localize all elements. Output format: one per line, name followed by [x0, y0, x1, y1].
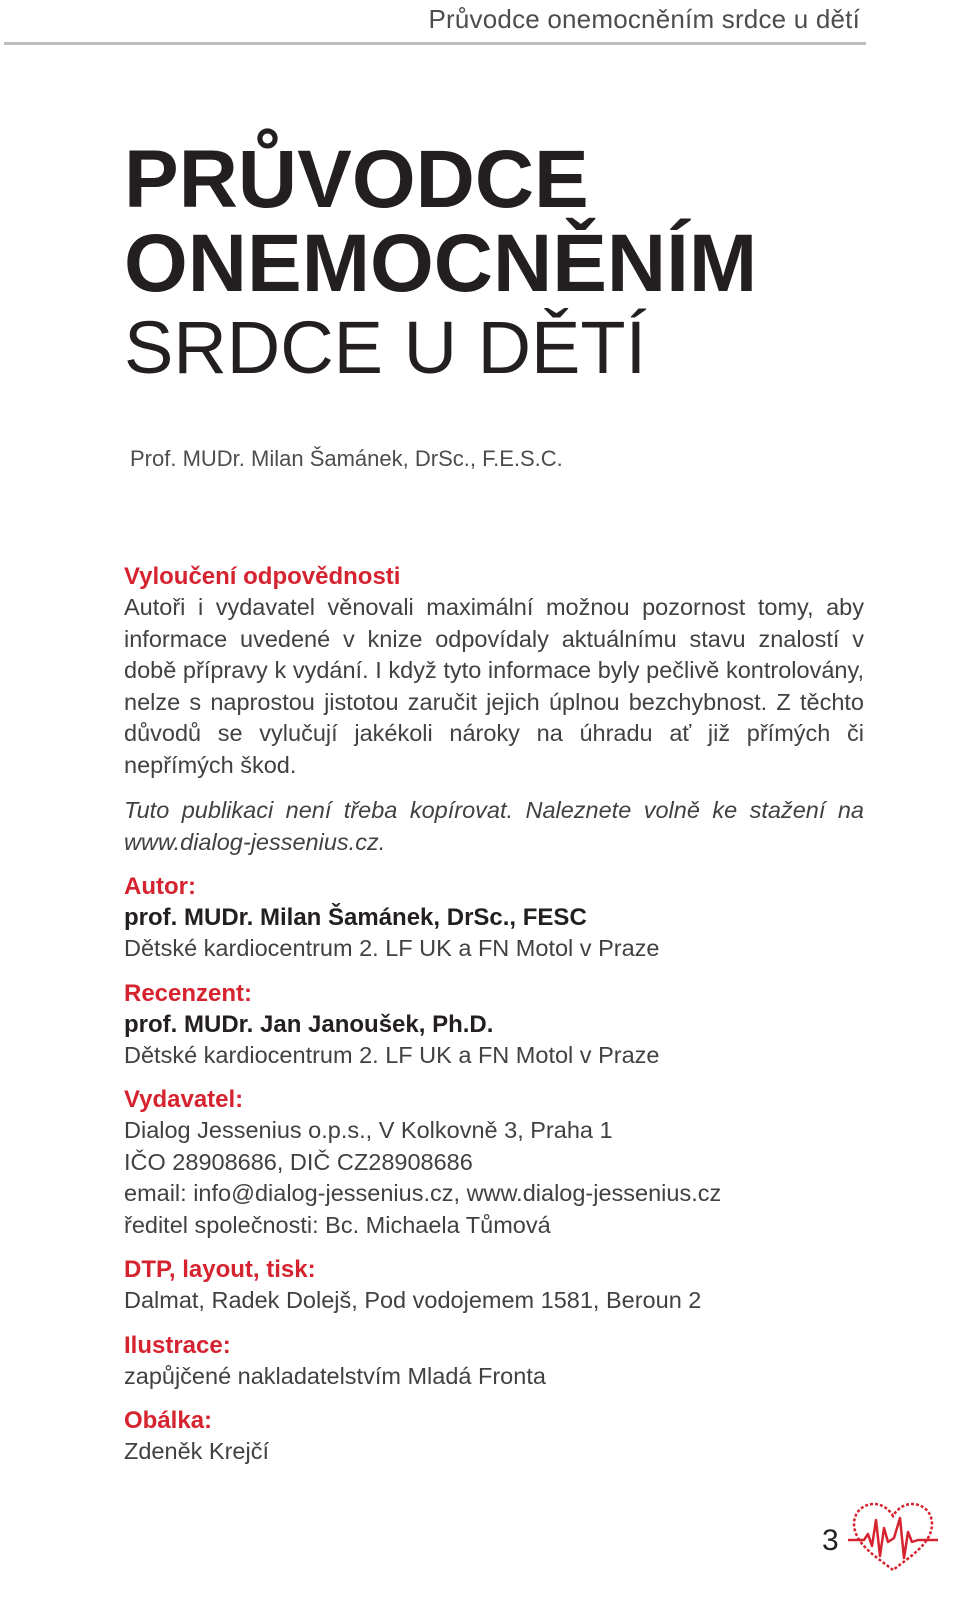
illustrations-text: zapůjčené nakladatelstvím Mladá Fronta	[124, 1362, 546, 1389]
cover-label: Obálka:	[124, 1407, 213, 1434]
illustrations-section	[124, 1331, 864, 1393]
publisher-line: IČO 28908686, DIČ CZ28908686	[124, 1148, 473, 1175]
header-divider	[4, 42, 866, 45]
reviewer-affiliation: Dětské kardiocentrum 2. LF UK a FN Motol v Praze	[124, 1041, 660, 1068]
author-section	[124, 872, 864, 965]
dtp-section	[124, 1255, 864, 1317]
heart-ecg-icon	[848, 1498, 938, 1578]
disclaimer-section	[124, 562, 864, 858]
publisher-line: ředitel společnosti: Bc. Michaela Tůmová	[124, 1211, 551, 1238]
disclaimer-heading: Vyloučení odpovědnosti	[124, 563, 401, 590]
title-line-2: ONEMOCNĚNÍM	[124, 218, 758, 309]
page-number: 3	[822, 1524, 839, 1557]
reviewer-section	[124, 979, 864, 1072]
author-label: Autor:	[124, 873, 196, 900]
book-title	[124, 134, 758, 389]
reviewer-name: prof. MUDr. Jan Janoušek, Ph.D.	[124, 1010, 494, 1038]
title-line-3: SRDCE U DĚTÍ	[124, 306, 647, 389]
reviewer-label: Recenzent:	[124, 979, 253, 1007]
publisher-line: email: info@dialog-jessenius.cz, www.dialog-jessenius.cz	[124, 1180, 722, 1206]
title-line-1: PRŮVODCE	[124, 134, 589, 225]
imprint-content	[124, 562, 864, 1468]
download-note: Tuto publikaci není třeba kopírovat. Naleznete volně ke stažení na www.dialog-jessenius.cz.	[124, 797, 864, 855]
author-affiliation: Dětské kardiocentrum 2. LF UK a FN Motol v Praze	[124, 935, 660, 961]
cover-text: Zdeněk Krejčí	[124, 1438, 269, 1464]
cover-section	[124, 1406, 864, 1468]
dtp-label: DTP, layout, tisk:	[124, 1256, 316, 1283]
title-author: Prof. MUDr. Milan Šamánek, DrSc., F.E.S.C.	[130, 446, 563, 471]
publisher-section	[124, 1085, 864, 1241]
running-header: Průvodce onemocněním srdce u dětí	[428, 4, 860, 34]
illustrations-label: Ilustrace:	[124, 1331, 231, 1359]
dtp-text: Dalmat, Radek Dolejš, Pod vodojemem 1581, Beroun 2	[124, 1287, 702, 1313]
author-name: prof. MUDr. Milan Šamánek, DrSc., FESC	[124, 904, 587, 931]
disclaimer-text: Autoři i vydavatel věnovali maximální možnou pozornost tomy, aby informace uvedené v knize odpovídaly aktuálnímu stavu znalostí v době přípravy k vydání. I když tyto informace byly pečlivě kontrolovány, nelze s naprostou jistotou zaručit jejich úplnou bezchybnost. Z těchto důvodů se vylučují jakékoli nároky na úhradu ať již přímých či nepřímých škod.	[124, 594, 864, 778]
publisher-label: Vydavatel:	[124, 1086, 244, 1113]
publisher-line: Dialog Jessenius o.p.s., V Kolkovně 3, Praha 1	[124, 1117, 613, 1143]
